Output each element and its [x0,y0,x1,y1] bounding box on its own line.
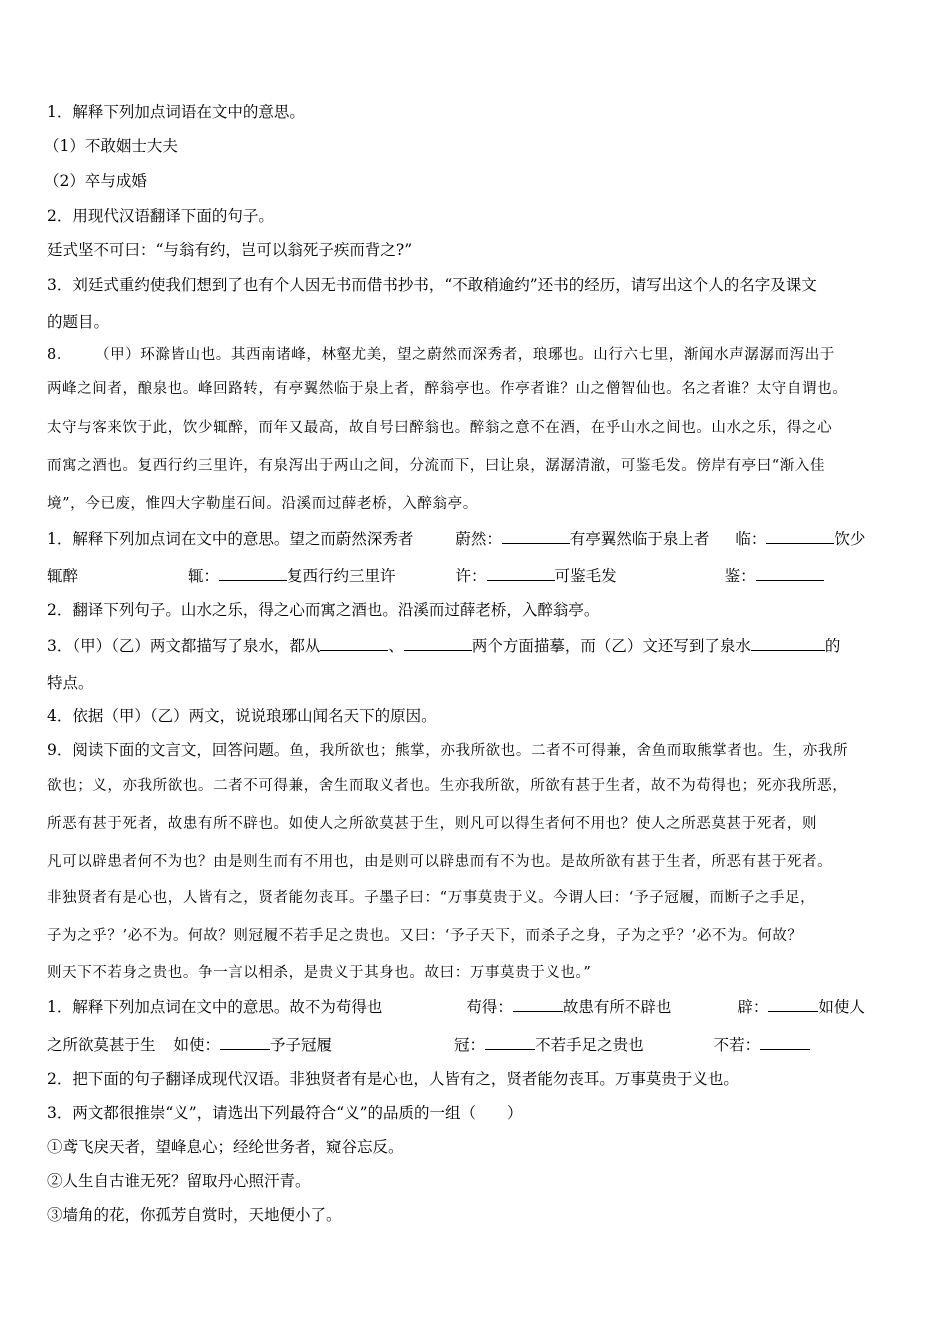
passage-9-line: 欲也；义，亦我所欲也。二者不可得兼，舍生而取义者也。生亦我所欲，所欲有甚于生者，故不为苟得也；死亦我所恶， [47,778,848,794]
question-8-3-text: 3．（甲）（乙）两文都描写了泉水，都从 [47,637,321,655]
answer-blank[interactable] [487,565,555,581]
passage-8-line: 境”，今已废，惟四大字勒崖石间。沿溪而过薛老桥，入醉翁亭。 [47,496,478,512]
question-9-1-sentence: 予子冠履 [270,1036,333,1054]
passage-9-line: 子为之乎？’必不为。何故？则冠履不若手足之贵也。又曰：‘予子天下，而杀子之身，子为之乎？’必不为。何故？ [47,928,803,944]
answer-blank[interactable] [751,635,825,651]
option-3: ③墙角的花，你孤芳自赏时，天地便小了。 [47,1206,342,1224]
question-8-1-sentence: 可鉴毛发 [554,567,617,585]
passage-9-line: 则天下不若身之贵也。争一言以相杀，是贵义于其身也。故曰：万事莫贵于义也。” [47,965,592,981]
question-8-1-sentence: 饮少 [834,530,866,548]
passage-8-line: 而寓之酒也。复西行约三里许，有泉泻出于两山之间，分流而下，曰让泉，潺潺清澈，可鉴毛发。傍岸有亭曰“渐入佳 [47,458,826,474]
question-8-1-sentence: 辄醉 [47,567,79,585]
passage-9-line: 所恶有甚于死者，故患有所不辟也。如使人之所欲莫甚于生，则凡可以得生者何不用也？使人之所恶莫甚于死者，则 [47,816,818,832]
answer-blank[interactable] [502,528,570,544]
question-8-3-text: 、 [388,637,404,655]
question-9-1-cont [47,1034,810,1055]
question-9-1-sentence: 之所欲莫甚于生 [47,1036,156,1054]
word-label: 鉴： [724,567,756,585]
option-2: ②人生自古谁无死？留取丹心照汗青。 [47,1172,311,1190]
answer-blank[interactable] [513,996,563,1012]
question-8-3 [47,635,840,656]
word-label: 冠： [454,1036,486,1054]
passage-9-line: 凡可以辟患者何不为也？由是则生而有不用也，由是则可以辟患而有不为也。是故所欲有甚于生者，所恶有甚于死者。 [47,854,833,870]
question-8-1-text: 1．解释下列加点词在文中的意思。望之而蔚然深秀者 [47,530,414,548]
question-8-3-text: 的 [824,637,841,655]
question-8-3-cont: 特点。 [47,674,94,692]
answer-blank[interactable] [404,635,472,651]
word-label: 临： [735,530,767,548]
question-1-2: 2．用现代汉语翻译下面的句子。 [47,207,274,225]
question-8-1-sentence: 复西行约三里许 [287,567,396,585]
question-8-number: 8． [47,347,72,363]
question-9-1-sentence: 不若手足之贵也 [535,1036,644,1054]
passage-9-text: 鱼，我所欲也；熊掌，亦我所欲也。二者不可得兼，舍鱼而取熊掌者也。生，亦我所 [289,743,849,759]
answer-blank[interactable] [768,996,818,1012]
word-label: 苟得： [466,998,513,1016]
passage-9-line: 非独贤者有是心也，人皆有之，贤者能勿丧耳。子墨子曰：“万事莫贵于义。今谓人曰：‘予子冠履，而断子之手足， [47,890,816,906]
question-9-3: 3．两文都很推崇“义”，请选出下列最符合“义”的品质的一组（ ） [47,1104,523,1122]
word-label: 许： [455,567,487,585]
option-1: ①鸢飞戾天者，望峰息心；经纶世务者，窥谷忘反。 [47,1138,404,1156]
question-8-1-sentence: 有亭翼然临于泉上者 [569,530,710,548]
question-8-2: 2．翻译下列句子。山水之乐，得之心而寓之酒也。沿溪而过薛老桥，入醉翁亭。 [47,601,600,619]
question-1-1-part-2: （2）卒与成婚 [44,172,147,190]
answer-blank[interactable] [760,1034,810,1050]
answer-blank[interactable] [485,1034,535,1050]
question-9-1-sentence: 故患有所不辟也 [562,998,672,1016]
answer-blank[interactable] [320,635,388,651]
question-9-1-text: 1．解释下列加点词在文中的意思。故不为苟得也 [47,998,383,1016]
question-8-3-text: 两个方面描摹，而（乙）文还写到了泉水 [471,637,751,655]
question-9-intro: 9．阅读下面的文言文，回答问题。 [47,741,290,759]
answer-blank[interactable] [756,565,824,581]
question-1-2-sentence: 廷式坚不可曰：“与翁有约，岂可以翁死子疾而背之?” [47,241,413,259]
passage-8-text: （甲）环滁皆山也。其西南诸峰，林壑尤美，望之蔚然而深秀者，琅琊也。山行六七里，渐闻水声潺潺而泻出于 [95,347,835,363]
question-8-1-cont [47,565,824,586]
word-label: 辄： [188,567,220,585]
question-9-2: 2．把下面的句子翻译成现代汉语。非独贤者有是心也，人皆有之，贤者能勿丧耳。万事莫贵于义也。 [47,1070,739,1088]
passage-8-line: 两峰之间者，酿泉也。峰回路转，有亭翼然临于泉上者，醉翁亭也。作亭者谁？山之僧智仙也。名之者谁？太守自谓也。 [47,381,848,397]
question-1-1: 1．解释下列加点词语在文中的意思。 [47,103,305,121]
passage-8-line: 太守与客来饮于此，饮少辄醉，而年又最高，故自号曰醉翁也。醉翁之意不在酒，在乎山水之间也。山水之乐，得之心 [47,420,833,436]
answer-blank[interactable] [220,1034,270,1050]
answer-blank[interactable] [219,565,287,581]
question-8-4: 4．依据（甲）（乙）两文，说说琅琊山闻名天下的原因。 [47,707,437,725]
question-9-line [47,740,848,761]
answer-blank[interactable] [766,528,834,544]
question-1-3: 3．刘廷式重约使我们想到了也有个人因无书而借书抄书，“不敢稍逾约”还书的经历，请写出这个人的名字及课文 [47,276,817,294]
word-label: 不若： [713,1036,761,1054]
question-1-1-part-1: （1）不敢姻士大夫 [44,137,178,155]
word-label: 如使： [173,1036,221,1054]
question-9-1-sentence: 如使人 [818,998,865,1016]
question-1-3-cont: 的题目。 [47,313,110,331]
question-8-1 [47,528,865,549]
word-label: 辟： [737,998,769,1016]
question-9-1 [47,996,865,1017]
passage-8-line [47,345,835,365]
word-label: 蔚然： [455,530,502,548]
